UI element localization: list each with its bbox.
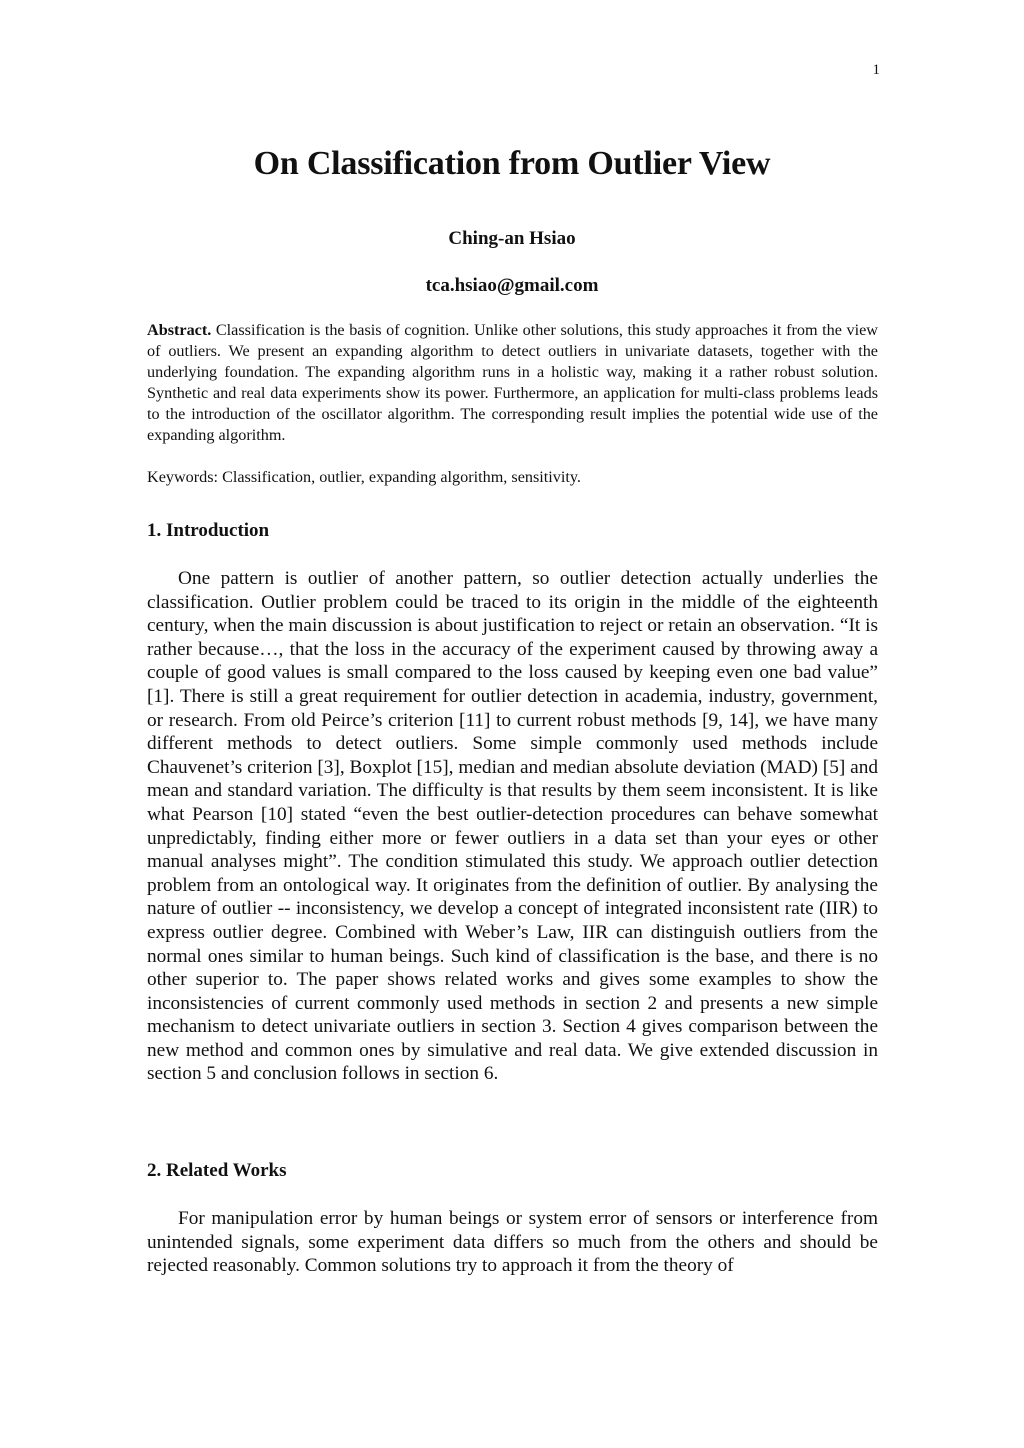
section-paragraph-introduction: One pattern is outlier of another pattern, so outlier detection actually underlies the classification. Outlier problem could be traced to its origin in the middle of the eighteenth century, when the main discussion is about justification to reject or retain an observation. “It is rather because…, that the loss in the accuracy of the experiment caused by throwing away a couple of good values is small compared to the loss caused by keeping even one bad value” [1]. There is still a great requirement for outlier detection in academia, industry, government, or research. From old Peirce’s criterion [11] to current robust methods [9, 14], we have many different methods to detect outliers. Some simple commonly used methods include Chauvenet’s criterion [3], Boxplot [15], median and median absolute deviation (MAD) [5] and mean and standard variation. The difficulty is that results by them seem inconsistent. It is like what Pearson [10] stated “even the best outlier-detection procedures can behave somewhat unpredictably, finding either more or fewer outliers in a data set than your eyes or other manual analyses might”. The condition stimulated this study. We approach outlier detection problem from an ontological way. It originates from the definition of outlier. By analysing the nature of outlier -- inconsistency, we develop a concept of integrated inconsistent rate (IIR) to express outlier degree. Combined with Weber’s Law, IIR can distinguish outliers from the normal ones similar to human beings. Such kind of classification is the base, and there is no other superior to. The paper shows related works and gives some examples to show the inconsistencies of current commonly used methods in section 2 and presents a new simple mechanism to detect univariate outliers in section 3. Section 4 gives comparison between the new method and common ones by simulative and real data. We give extended discussion in section 5 and conclusion follows in section 6. <box>147 568 878 1085</box>
section-paragraph-related-works: For manipulation error by human beings or system error of sensors or interference from unintended signals, some experiment data differs so much from the others and should be rejected reasonably. Common solutions try to approach it from the theory of <box>147 1208 878 1277</box>
keywords: Keywords: Classification, outlier, expanding algorithm, sensitivity. <box>147 468 581 486</box>
abstract <box>147 320 878 446</box>
author-name: Ching-an Hsiao <box>448 228 576 249</box>
abstract-label: Abstract. <box>147 321 212 339</box>
section-heading-introduction: 1. Introduction <box>147 520 270 541</box>
abstract-text: Classification is the basis of cognition. Unlike other solutions, this study approaches it from the view of outliers. We present an expanding algorithm to detect outliers in univariate datasets, together with the underlying foundation. The expanding algorithm runs in a holistic way, making it a rather robust solution. Synthetic and real data experiments show its power. Furthermore, an application for multi-class problems leads to the introduction of the oscillator algorithm. The corresponding result implies the potential wide use of the expanding algorithm. <box>147 321 878 444</box>
paper-title: On Classification from Outlier View <box>253 145 771 182</box>
author-email: tca.hsiao@gmail.com <box>425 275 599 296</box>
page-number: 1 <box>872 62 880 78</box>
section-heading-related-works: 2. Related Works <box>147 1160 287 1181</box>
